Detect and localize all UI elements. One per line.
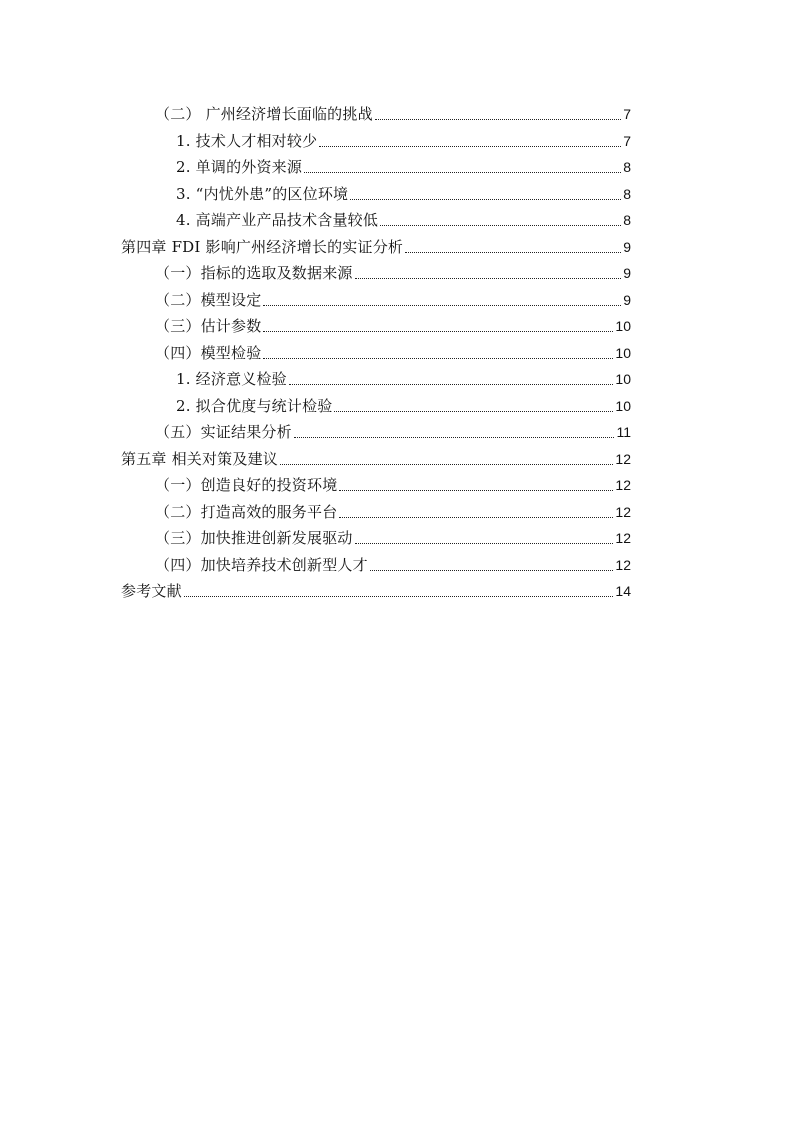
toc-line bbox=[0, 469, 793, 495]
toc-page-number: 12 bbox=[615, 530, 631, 546]
toc-page-number: 10 bbox=[615, 345, 631, 361]
toc-entry-label: （四）加快培养技术创新型人才 bbox=[155, 556, 368, 574]
toc-entry-label: （二）打造高效的服务平台 bbox=[155, 503, 338, 521]
toc-entry-label: （二） 广州经济增长面临的挑战 bbox=[155, 105, 373, 123]
toc-line bbox=[0, 416, 793, 442]
toc-page-number: 8 bbox=[623, 159, 631, 175]
toc-entry-label: （二）模型设定 bbox=[155, 291, 262, 309]
toc-page-number: 10 bbox=[615, 398, 631, 414]
toc-entry-label: 3. “内忧外患”的区位环境 bbox=[176, 185, 349, 203]
toc-dot-leader bbox=[288, 369, 615, 389]
toc-dot-leader bbox=[303, 157, 622, 177]
toc-page-number: 12 bbox=[615, 477, 631, 493]
toc-page-number: 7 bbox=[623, 106, 631, 122]
toc-line bbox=[0, 443, 793, 469]
toc-line bbox=[0, 151, 793, 177]
toc-entry-label: （一）指标的选取及数据来源 bbox=[155, 264, 353, 282]
toc-dot-leader bbox=[318, 131, 622, 151]
toc-line bbox=[0, 496, 793, 522]
toc-entry-label: （一）创造良好的投资环境 bbox=[155, 476, 338, 494]
toc-dot-leader bbox=[369, 555, 615, 575]
toc-entry-label: 参考文献 bbox=[121, 582, 182, 600]
toc-dot-leader bbox=[349, 184, 622, 204]
toc-entry-indicators[interactable] bbox=[155, 257, 631, 283]
toc-dot-leader bbox=[262, 343, 614, 363]
toc-entry-location-environment[interactable] bbox=[176, 178, 631, 204]
toc-line bbox=[0, 310, 793, 336]
toc-entry-high-end-industry[interactable] bbox=[176, 204, 631, 230]
toc-entry-label: 4. 高端产业产品技术含量较低 bbox=[176, 211, 379, 229]
toc-line bbox=[0, 125, 793, 151]
toc-line bbox=[0, 231, 793, 257]
toc-entry-talent-training[interactable] bbox=[155, 549, 631, 575]
toc-page-number: 12 bbox=[615, 451, 631, 467]
toc-line bbox=[0, 178, 793, 204]
toc-line bbox=[0, 390, 793, 416]
toc-entry-innovation-drive[interactable] bbox=[155, 522, 631, 548]
toc-entry-references[interactable] bbox=[121, 575, 631, 601]
toc-dot-leader bbox=[262, 290, 622, 310]
toc-line bbox=[0, 575, 793, 601]
toc-page-number: 8 bbox=[623, 186, 631, 202]
toc-line bbox=[0, 257, 793, 283]
toc-page-number: 14 bbox=[615, 583, 631, 599]
toc-page-number: 8 bbox=[623, 212, 631, 228]
toc-entry-chapter-4[interactable] bbox=[121, 231, 631, 257]
toc-dot-leader bbox=[379, 210, 622, 230]
toc-entry-chapter-5[interactable] bbox=[121, 443, 631, 469]
toc-entry-service-platform[interactable] bbox=[155, 496, 631, 522]
toc-dot-leader bbox=[354, 528, 615, 548]
toc-dot-leader bbox=[293, 422, 616, 442]
toc-dot-leader bbox=[404, 237, 622, 257]
toc-dot-leader bbox=[374, 104, 622, 124]
toc-entry-challenges[interactable] bbox=[155, 98, 631, 124]
toc-entry-investment-environment[interactable] bbox=[155, 469, 631, 495]
toc-dot-leader bbox=[338, 502, 614, 522]
toc-entry-label: 第五章 相关对策及建议 bbox=[121, 450, 278, 468]
toc-dot-leader bbox=[262, 316, 614, 336]
toc-page-number: 7 bbox=[623, 133, 631, 149]
toc-dot-leader bbox=[183, 581, 615, 601]
toc-page-number: 11 bbox=[616, 424, 631, 440]
toc-page-number: 12 bbox=[615, 557, 631, 573]
toc-page-number: 9 bbox=[623, 239, 631, 255]
toc-entry-talent-shortage[interactable] bbox=[176, 125, 631, 151]
toc-entry-label: 第四章 FDI 影响广州经济增长的实证分析 bbox=[121, 238, 404, 256]
toc-dot-leader bbox=[333, 396, 614, 416]
toc-entry-economic-test[interactable] bbox=[176, 363, 631, 389]
toc-entry-estimation[interactable] bbox=[155, 310, 631, 336]
toc-entry-result-analysis[interactable] bbox=[155, 416, 631, 442]
toc-line bbox=[0, 98, 793, 124]
toc-dot-leader bbox=[279, 449, 614, 469]
toc-line bbox=[0, 204, 793, 230]
toc-entry-label: （五）实证结果分析 bbox=[155, 423, 292, 441]
toc-dot-leader bbox=[338, 475, 614, 495]
toc-entry-label: （三）估计参数 bbox=[155, 317, 262, 335]
toc-page-number: 9 bbox=[623, 292, 631, 308]
toc-line bbox=[0, 363, 793, 389]
toc-entry-foreign-capital-source[interactable] bbox=[176, 151, 631, 177]
toc-dot-leader bbox=[354, 263, 623, 283]
toc-entry-model-setup[interactable] bbox=[155, 284, 631, 310]
toc-page-number: 12 bbox=[615, 504, 631, 520]
toc-entry-goodness-of-fit[interactable] bbox=[176, 390, 631, 416]
toc-line bbox=[0, 522, 793, 548]
toc-line bbox=[0, 284, 793, 310]
toc-line bbox=[0, 337, 793, 363]
toc-line bbox=[0, 549, 793, 575]
toc-page-number: 10 bbox=[615, 371, 631, 387]
toc-entry-label: 2. 拟合优度与统计检验 bbox=[176, 397, 333, 415]
toc-page-number: 9 bbox=[623, 265, 631, 281]
toc-entry-model-test[interactable] bbox=[155, 337, 631, 363]
toc-entry-label: 1. 技术人才相对较少 bbox=[176, 132, 318, 150]
toc-entry-label: （四）模型检验 bbox=[155, 344, 262, 362]
toc-entry-label: （三）加快推进创新发展驱动 bbox=[155, 529, 353, 547]
toc-entry-label: 1. 经济意义检验 bbox=[176, 370, 287, 388]
toc-entry-label: 2. 单调的外资来源 bbox=[176, 158, 303, 176]
toc-page-number: 10 bbox=[615, 318, 631, 334]
